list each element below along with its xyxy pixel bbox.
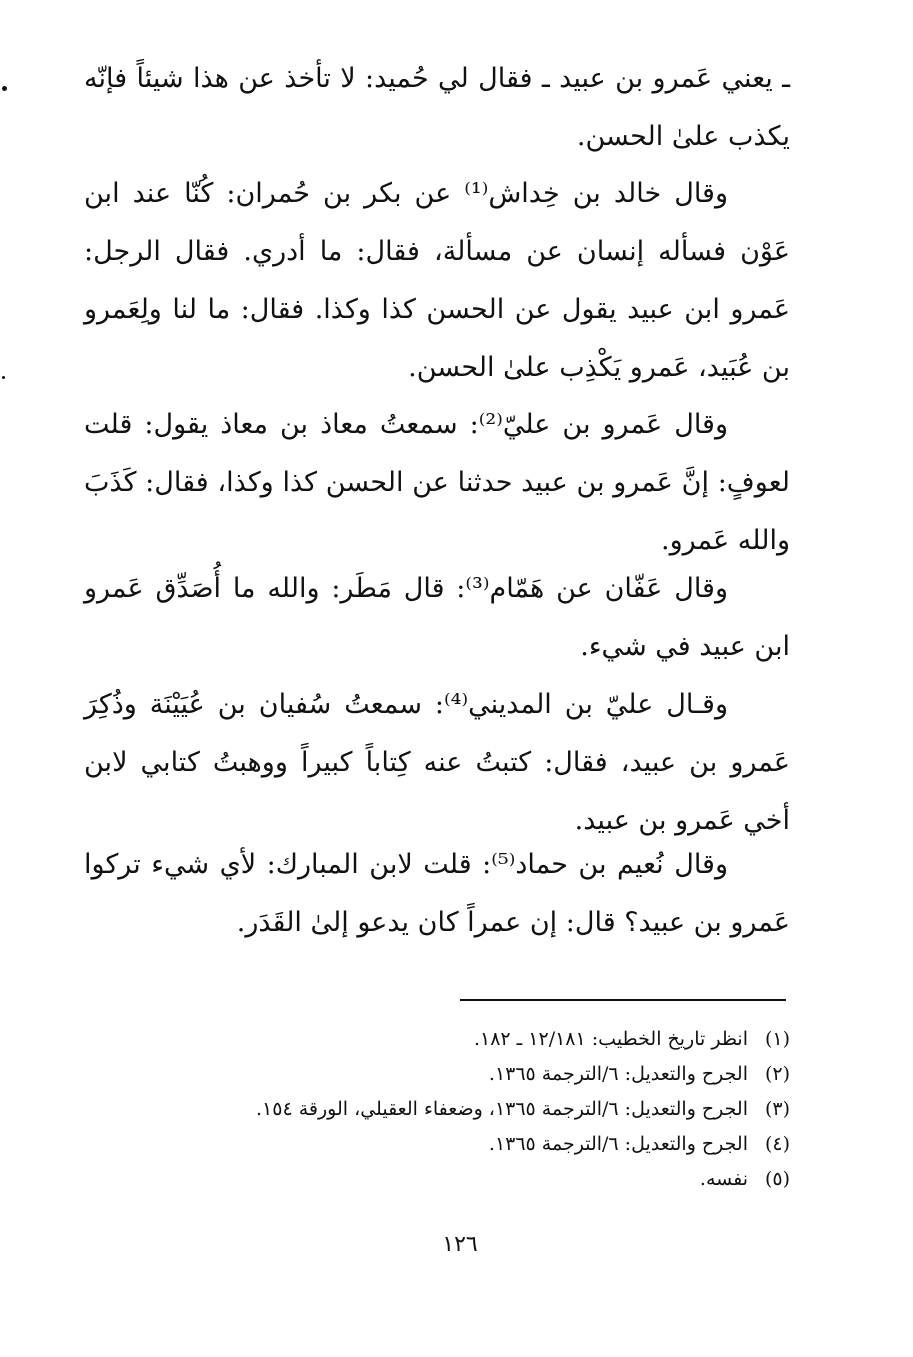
footnotes	[180, 1022, 790, 1197]
footnote-number: (٤)	[764, 1133, 790, 1155]
paragraph: وقال عَمرو بن عليّ⁽²⁾: سمعتُ معاذ بن معاذ يقول: قلت لعوفٍ: إنَّ عَمرو بن عبيد حدثنا عن الحسن كذا وكذا، فقال: كَذَبَ والله عَمرو.	[84, 409, 790, 556]
margin-mark	[2, 376, 5, 379]
footnote-text: الجرح والتعديل: ٦/الترجمة ١٣٦٥.	[488, 1133, 748, 1155]
footnote-text: الجرح والتعديل: ٦/الترجمة ١٣٦٥، وضعفاء العقيلي، الورقة ١٥٤.	[256, 1098, 748, 1120]
footnote-number: (١)	[764, 1028, 790, 1050]
paragraph: وقال خالد بن خِداش⁽¹⁾ عن بكر بن حُمران: كُنّا عند ابن عَوْن فسأله إنسان عن مسألة، فقال: ما أدري. فقال الرجل: عَمرو ابن عبيد يقول عن الحسن كذا وكذا. فقال: ما لنا ولِعَمرو بن عُبَيد، عَمرو يَكْذِب علىٰ الحسن.	[84, 178, 790, 383]
margin-mark	[2, 86, 7, 91]
paragraph: وقـال عليّ بن المديني⁽⁴⁾: سمعتُ سُفيان بن عُيَيْنَة وذُكِرَ عَمرو بن عبيد، فقال: كتبتُ عنه كِتاباً كبيراً ووهبتُ كتابي لابن أخي عَمرو بن عبيد.	[84, 689, 790, 836]
footnote-text: انظر تاريخ الخطيب: ١٢/١٨١ ـ ١٨٢.	[473, 1028, 748, 1050]
footnote-number: (٢)	[764, 1063, 790, 1085]
page-number: ١٢٦	[442, 1232, 478, 1257]
footnote-number: (٣)	[764, 1098, 790, 1120]
paragraph: ـ يعني عَمرو بن عبيد ـ فقال لي حُميد: لا تأخذ عن هذا شيئاً فإنّه يكذب علىٰ الحسن.	[84, 63, 790, 152]
paragraph: وقال عَفّان عن هَمّام⁽³⁾: قال مَطَر: والله ما أُصَدِّق عَمرو ابن عبيد في شيء.	[84, 573, 790, 662]
footnote-text: نفسه.	[699, 1168, 748, 1190]
footnote-item	[180, 1127, 790, 1162]
footnote-item	[180, 1162, 790, 1197]
footnote-item	[180, 1092, 790, 1127]
footnote-item	[180, 1022, 790, 1057]
footnote-text: الجرح والتعديل: ٦/الترجمة ١٣٦٥.	[488, 1063, 748, 1085]
footnote-separator	[460, 999, 786, 1001]
paragraph: وقال نُعيم بن حماد⁽⁵⁾: قلت لابن المبارك: لأي شيء تركوا عَمرو بن عبيد؟ قال: إن عمراً كان يدعو إلىٰ القَدَر.	[84, 849, 790, 938]
footnote-number: (٥)	[764, 1168, 790, 1190]
footnote-item	[180, 1057, 790, 1092]
